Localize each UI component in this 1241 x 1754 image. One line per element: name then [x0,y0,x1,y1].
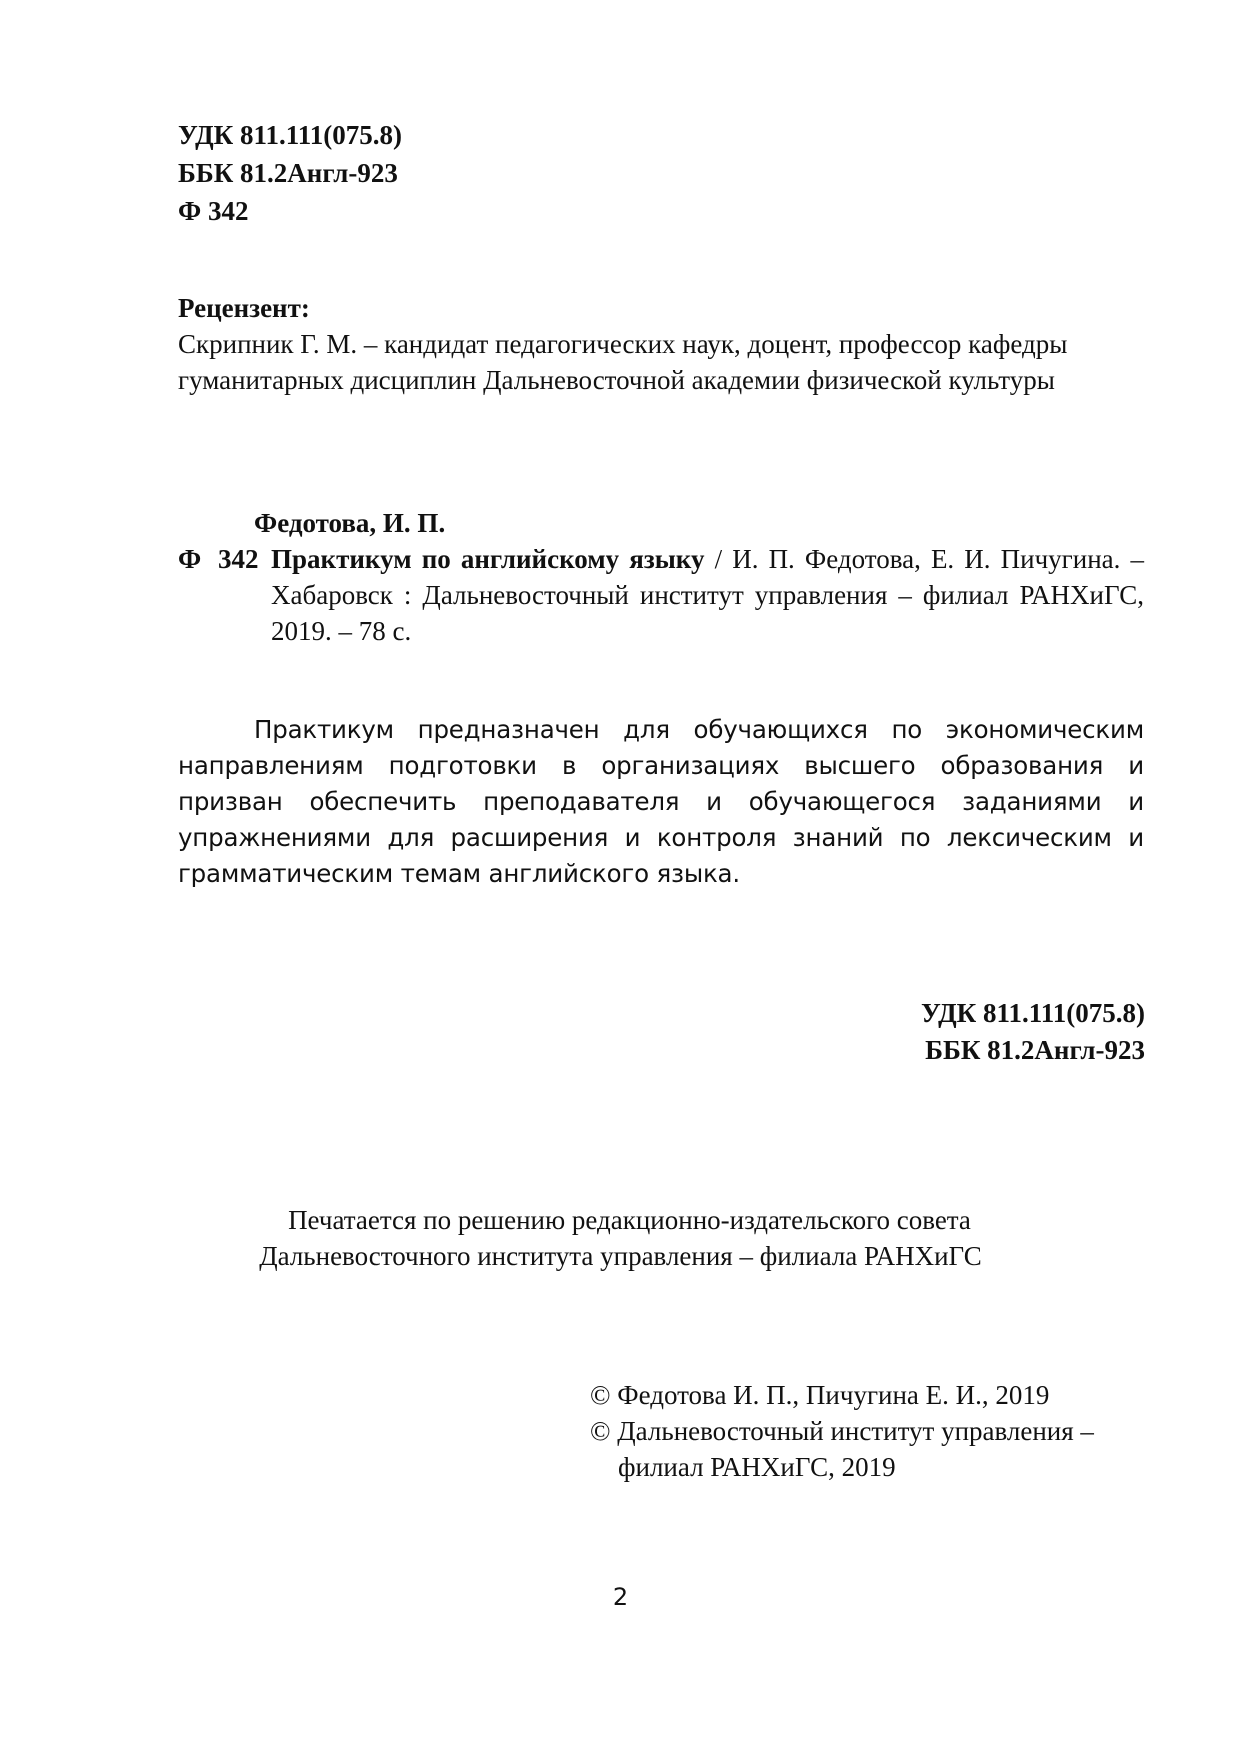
right-classification-codes [921,995,1145,1069]
copyright-block [590,1377,1145,1485]
right-bbk-code: ББК 81.2Англ-923 [925,1035,1145,1065]
bib-code: Ф 342 [178,544,259,574]
printing-note-line-1: Печатается по решению редакционно-издательского совета [288,1205,971,1235]
bbk-code: ББК 81.2Англ-923 [178,158,398,188]
copyright-line-1: © Федотова И. П., Пичугина Е. И., 2019 [590,1380,1050,1410]
top-classification-codes [178,116,402,230]
printing-note-line-2: Дальневосточного института управления – филиала РАНХиГС [259,1241,982,1271]
right-udk-code: УДК 811.111(075.8) [920,998,1145,1028]
bibliographic-entry [178,505,1144,649]
udk-code: УДК 811.111(075.8) [178,120,403,150]
printing-note [0,1202,1241,1274]
copyright-line-3: филиал РАНХиГС, 2019 [618,1452,896,1482]
reviewer-line-2: гуманитарных дисциплин Дальневосточной академии физической культуры [178,365,1055,395]
annotation-paragraph: Практикум предназначен для обучающихся по экономическим направлениям подготовки в организациях высшего образования и призван обеспечить преподавателя и обучающегося заданиями и упражнениями для расширения и контроля знаний по лексическим и грамматическим темам английского языка. [178,715,1144,888]
bib-author: Федотова, И. П. [254,508,446,538]
bib-description: / И. П. Федотова, Е. И. Пичугина. – Хабаровск : Дальневосточный институт управления – филиал РАНХиГС, 2019. – 78 с. [271,544,1144,646]
reviewer-section [178,290,1144,398]
reviewer-line-1: Скрипник Г. М. – кандидат педагогических наук, доцент, профессор кафедры [178,329,1068,359]
bib-title: Практикум по английскому языку [271,544,705,574]
reviewer-heading: Рецензент: [178,293,310,323]
bib-text [271,541,1144,649]
author-mark: Ф 342 [178,196,249,226]
copyright-line-2: © Дальневосточный институт управления – [590,1416,1094,1446]
page-number: 2 [612,1583,629,1611]
